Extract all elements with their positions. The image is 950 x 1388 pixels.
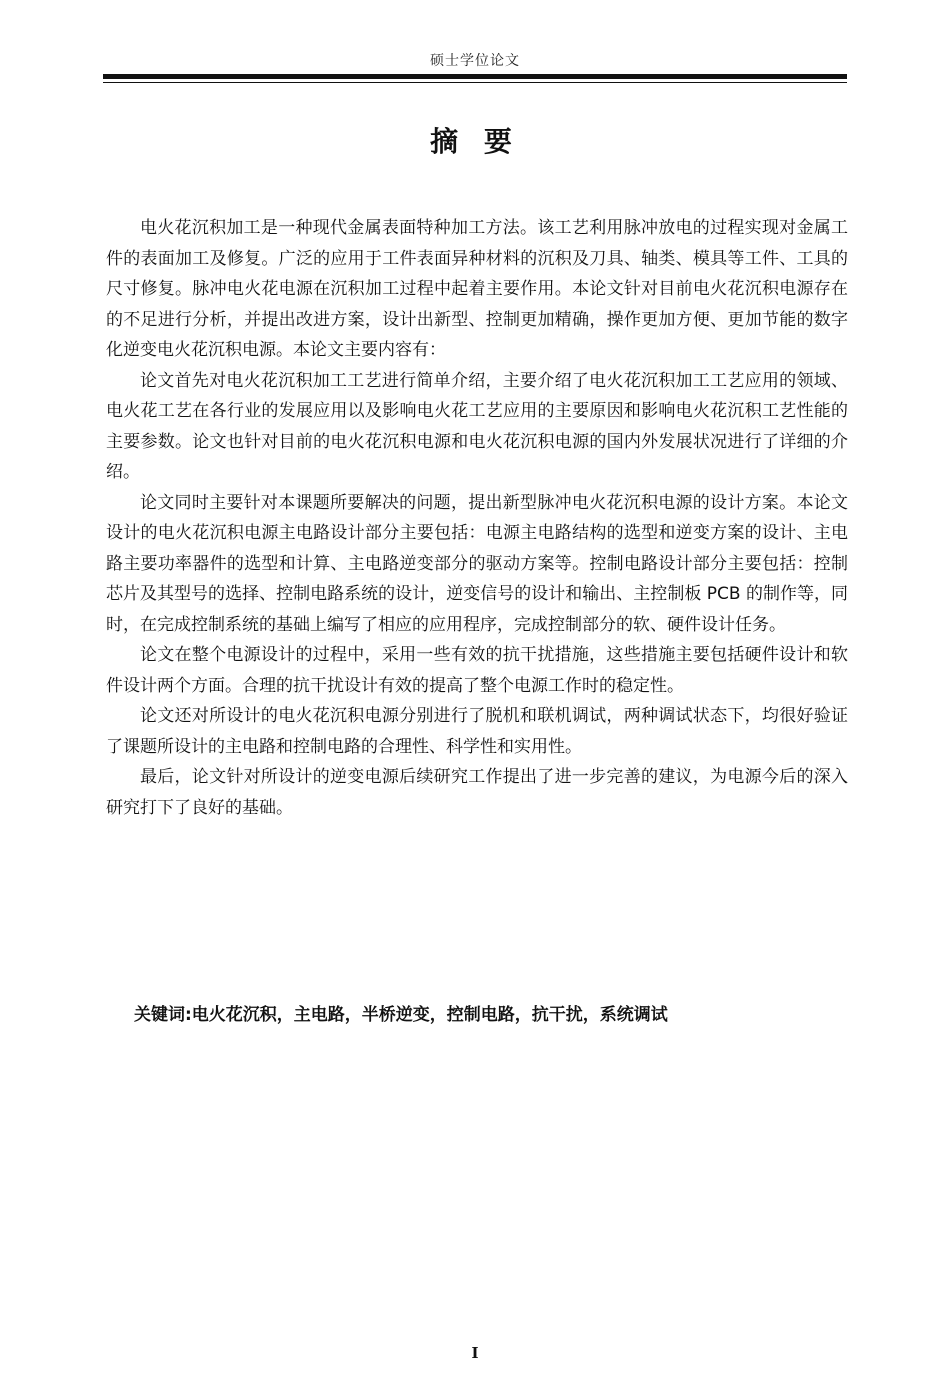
abstract-paragraph-3: 论文同时主要针对本课题所要解决的问题，提出新型脉冲电火花沉积电源的设计方案。本论文设计的电火花沉积电源主电路设计部分主要包括：电源主电路结构的选型和逆变方案的设计、主电路主要功率器件的选型和计算、主电路逆变部分的驱动方案等。控制电路设计部分主要包括：控制芯片及其型号的选择、控制电路系统的设计，逆变信号的设计和输出、主控制板 PCB 的制作等，同时，在完成控制系统的基础上编写了相应的应用程序，完成控制部分的软、硬件设计任务。 <box>106 492 848 635</box>
abstract-paragraph-2: 论文首先对电火花沉积加工工艺进行简单介绍，主要介绍了电火花沉积加工工艺应用的领域、电火花工艺在各行业的发展应用以及影响电火花工艺应用的主要原因和影响电火花沉积工艺性能的主要参数。论文也针对目前的电火花沉积电源和电火花沉积电源的国内外发展状况进行了详细的介绍。 <box>106 370 848 482</box>
header-rule-thick <box>103 74 847 79</box>
keywords: 关键词:电火花沉积，主电路，半桥逆变，控制电路，抗干扰，系统调试 <box>134 1005 668 1025</box>
page-number: I <box>471 1344 479 1362</box>
abstract-paragraph-5: 论文还对所设计的电火花沉积电源分别进行了脱机和联机调试，两种调试状态下，均很好验证了课题所设计的主电路和控制电路的合理性、科学性和实用性。 <box>106 706 848 757</box>
abstract-paragraph-4: 论文在整个电源设计的过程中，采用一些有效的抗干扰措施，这些措施主要包括硬件设计和软件设计两个方面。合理的抗干扰设计有效的提高了整个电源工作时的稳定性。 <box>106 645 848 696</box>
abstract-paragraph-1: 电火花沉积加工是一种现代金属表面特种加工方法。该工艺利用脉冲放电的过程实现对金属工件的表面加工及修复。广泛的应用于工件表面异种材料的沉积及刀具、轴类、模具等工件、工具的尺寸修复。脉冲电火花电源在沉积加工过程中起着主要作用。本论文针对目前电火花沉积电源存在的不足进行分析，并提出改进方案，设计出新型、控制更加精确，操作更加方便、更加节能的数字化逆变电火花沉积电源。本论文主要内容有： <box>106 218 848 360</box>
abstract-paragraph-6: 最后，论文针对所设计的逆变电源后续研究工作提出了进一步完善的建议，为电源今后的深入研究打下了良好的基础。 <box>106 767 848 818</box>
abstract-title: 摘 要 <box>430 125 520 158</box>
header-rule-thin <box>103 82 847 83</box>
running-header: 硕士学位论文 <box>430 53 520 69</box>
abstract-body <box>106 213 848 823</box>
